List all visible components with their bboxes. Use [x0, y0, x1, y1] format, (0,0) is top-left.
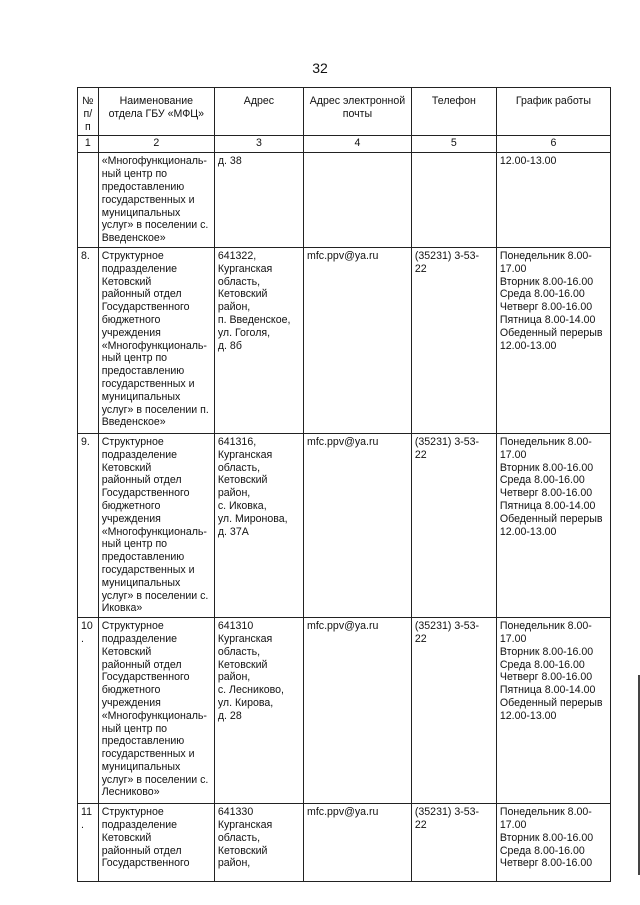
- schedule-cell: [496, 433, 610, 617]
- column-number: 1: [78, 136, 99, 153]
- cell-line: район,: [217, 301, 251, 314]
- cell-line: учреждения: [101, 512, 161, 525]
- cell-line: д. 8б: [217, 339, 242, 352]
- header-email: Адрес электронной почты: [304, 88, 412, 136]
- row-number-cell: 9.: [78, 433, 99, 617]
- cell-line: Пятница 8.00-14.00: [499, 499, 596, 512]
- department-name-cell: [98, 153, 214, 248]
- cell-line: район,: [217, 487, 251, 500]
- cell-line: государственных и: [101, 377, 195, 390]
- column-number: 4: [304, 136, 412, 153]
- cell-line: Вторник 8.00-16.00: [499, 275, 594, 288]
- cell-line: район,: [217, 857, 251, 870]
- cell-line: Курганская: [217, 632, 273, 645]
- cell-line: Кетовский: [217, 658, 268, 671]
- cell-line: «Многофункциональ-: [101, 155, 207, 168]
- cell-line: Среда 8.00-16.00: [499, 288, 585, 301]
- cell-line: д. 37А: [217, 525, 249, 538]
- address-cell: [214, 153, 303, 248]
- cell-line: ный центр по: [101, 352, 168, 365]
- phone-cell: [411, 804, 496, 882]
- cell-line: Кетовский: [217, 844, 268, 857]
- cell-line: Курганская: [217, 818, 273, 831]
- address-cell: [214, 433, 303, 617]
- row-number-cell: [78, 153, 99, 248]
- cell-line: область,: [217, 275, 261, 288]
- cell-line: 17.00: [499, 448, 527, 461]
- cell-line: область,: [217, 831, 261, 844]
- phone-cell: [411, 247, 496, 433]
- cell-line: услуг» в поселении с.: [101, 219, 209, 232]
- cell-line: Четверг 8.00-16.00: [499, 671, 593, 684]
- department-name-cell: [98, 433, 214, 617]
- cell-line: Кетовский: [101, 645, 152, 658]
- header-phone: Телефон: [411, 88, 496, 136]
- column-number: 5: [411, 136, 496, 153]
- cell-line: Введенское»: [101, 232, 166, 245]
- cell-line: 22: [414, 632, 427, 645]
- cell-line: 12.00-13.00: [499, 709, 557, 722]
- page-number: 32: [312, 60, 328, 76]
- cell-line: муниципальных: [101, 576, 181, 589]
- cell-line: 17.00: [499, 818, 527, 831]
- cell-line: 641330: [217, 806, 254, 819]
- cell-line: ул. Кирова,: [217, 696, 274, 709]
- cell-line: бюджетного: [101, 684, 161, 697]
- cell-line: муниципальных: [101, 760, 181, 773]
- cell-line: Понедельник 8.00-: [499, 249, 592, 262]
- header-row: [78, 88, 611, 136]
- cell-line: подразделение: [101, 262, 178, 275]
- cell-line: ный центр по: [101, 722, 168, 735]
- cell-line: Государственного: [101, 671, 190, 684]
- department-name-cell: [98, 618, 214, 804]
- cell-line: «Многофункциональ-: [101, 709, 207, 722]
- cell-line: районный отдел: [101, 844, 182, 857]
- cell-line: Четверг 8.00-16.00: [499, 857, 593, 870]
- cell-line: 17.00: [499, 262, 527, 275]
- cell-line: предоставлению: [101, 365, 185, 378]
- cell-line: область,: [217, 461, 261, 474]
- cell-line: Среда 8.00-16.00: [499, 844, 585, 857]
- schedule-cell: [496, 804, 610, 882]
- cell-line: район,: [217, 671, 251, 684]
- cell-line: 22: [414, 448, 427, 461]
- cell-line: учреждения: [101, 326, 161, 339]
- table-row: [78, 247, 611, 433]
- cell-line: бюджетного: [101, 499, 161, 512]
- cell-line: Четверг 8.00-16.00: [499, 301, 593, 314]
- cell-line: с. Иковка,: [217, 499, 267, 512]
- cell-line: Вторник 8.00-16.00: [499, 645, 594, 658]
- cell-line: Обеденный перерыв: [499, 326, 603, 339]
- department-name-cell: [98, 247, 214, 433]
- phone-cell: [411, 153, 496, 248]
- cell-line: 17.00: [499, 632, 527, 645]
- cell-line: муниципальных: [101, 206, 181, 219]
- cell-line: государственных и: [101, 748, 195, 761]
- phone-cell: [411, 618, 496, 804]
- cell-line: учреждения: [101, 696, 161, 709]
- email-cell: mfc.ppv@ya.ru: [304, 618, 412, 804]
- column-number-row: [78, 136, 611, 153]
- cell-line: Вторник 8.00-16.00: [499, 461, 594, 474]
- row-number-cell: 10.: [78, 618, 99, 804]
- cell-line: Государственного: [101, 301, 190, 314]
- cell-line: услуг» в поселении с.: [101, 589, 209, 602]
- cell-line: ный центр по: [101, 538, 168, 551]
- cell-line: Курганская: [217, 262, 273, 275]
- header-department-name: Наименование отдела ГБУ «МФЦ»: [98, 88, 214, 136]
- row-number-cell: 11.: [78, 804, 99, 882]
- cell-line: 12.00-13.00: [499, 525, 557, 538]
- cell-line: услуг» в поселении п.: [101, 403, 209, 416]
- cell-line: (35231) 3-53-: [414, 435, 480, 448]
- cell-line: государственных и: [101, 193, 195, 206]
- cell-line: ный центр по: [101, 168, 168, 181]
- cell-line: Введенское»: [101, 416, 166, 429]
- header-schedule: График работы: [496, 88, 610, 136]
- cell-line: Структурное: [101, 435, 164, 448]
- cell-line: 641310: [217, 620, 254, 633]
- column-number: 3: [214, 136, 303, 153]
- cell-line: районный отдел: [101, 288, 182, 301]
- cell-line: (35231) 3-53-: [414, 806, 480, 819]
- schedule-cell: [496, 153, 610, 248]
- address-cell: [214, 618, 303, 804]
- cell-line: Кетовский: [217, 288, 268, 301]
- cell-line: 641322,: [217, 249, 257, 262]
- cell-line: Лесниково»: [101, 786, 160, 799]
- cell-line: Пятница 8.00-14.00: [499, 313, 596, 326]
- cell-line: государственных и: [101, 563, 195, 576]
- header-number: № п/п: [78, 88, 99, 136]
- cell-line: «Многофункциональ-: [101, 525, 207, 538]
- cell-line: 12.00-13.00: [499, 155, 557, 168]
- cell-line: услуг» в поселении с.: [101, 773, 209, 786]
- cell-line: Курганская: [217, 448, 273, 461]
- cell-line: п. Введенское,: [217, 313, 291, 326]
- address-cell: [214, 804, 303, 882]
- cell-line: Структурное: [101, 620, 164, 633]
- cell-line: д. 38: [217, 155, 242, 168]
- cell-line: Кетовский: [217, 474, 268, 487]
- address-cell: [214, 247, 303, 433]
- phone-cell: [411, 433, 496, 617]
- cell-line: (35231) 3-53-: [414, 249, 480, 262]
- cell-line: Структурное: [101, 806, 164, 819]
- table-row: [78, 618, 611, 804]
- cell-line: ул. Миронова,: [217, 512, 288, 525]
- cell-line: область,: [217, 645, 261, 658]
- cell-line: Кетовский: [101, 831, 152, 844]
- cell-line: бюджетного: [101, 313, 161, 326]
- schedule-cell: [496, 247, 610, 433]
- cell-line: Вторник 8.00-16.00: [499, 831, 594, 844]
- email-cell: mfc.ppv@ya.ru: [304, 247, 412, 433]
- cell-line: районный отдел: [101, 658, 182, 671]
- cell-line: подразделение: [101, 818, 178, 831]
- cell-line: Структурное: [101, 249, 164, 262]
- cell-line: Понедельник 8.00-: [499, 806, 592, 819]
- cell-line: 22: [414, 818, 427, 831]
- cell-line: районный отдел: [101, 474, 182, 487]
- cell-line: муниципальных: [101, 390, 181, 403]
- table-row-continued: [78, 153, 611, 248]
- cell-line: ул. Гоголя,: [217, 326, 271, 339]
- cell-line: Государственного: [101, 487, 190, 500]
- cell-line: Кетовский: [101, 275, 152, 288]
- header-address: Адрес: [214, 88, 303, 136]
- cell-line: Обеденный перерыв: [499, 512, 603, 525]
- cell-line: Четверг 8.00-16.00: [499, 487, 593, 500]
- email-cell: mfc.ppv@ya.ru: [304, 433, 412, 617]
- department-name-cell: [98, 804, 214, 882]
- cell-line: предоставлению: [101, 735, 185, 748]
- cell-line: Понедельник 8.00-: [499, 620, 592, 633]
- email-cell: mfc.ppv@ya.ru: [304, 804, 412, 882]
- cell-line: Среда 8.00-16.00: [499, 474, 585, 487]
- cell-line: «Многофункциональ-: [101, 339, 207, 352]
- table-row-cut-off: [78, 804, 611, 882]
- cell-line: Обеденный перерыв: [499, 696, 603, 709]
- schedule-cell: [496, 618, 610, 804]
- cell-line: Кетовский: [101, 461, 152, 474]
- cell-line: д. 28: [217, 709, 242, 722]
- cell-line: (35231) 3-53-: [414, 620, 480, 633]
- cell-line: предоставлению: [101, 180, 185, 193]
- cell-line: Государственного: [101, 857, 190, 870]
- cell-line: Иковка»: [101, 602, 143, 615]
- column-number: 2: [98, 136, 214, 153]
- cell-line: подразделение: [101, 448, 178, 461]
- cell-line: 12.00-13.00: [499, 339, 557, 352]
- column-number: 6: [496, 136, 610, 153]
- cell-line: подразделение: [101, 632, 178, 645]
- cell-line: Среда 8.00-16.00: [499, 658, 585, 671]
- email-cell: [304, 153, 412, 248]
- cell-line: с. Лесниково,: [217, 684, 284, 697]
- table-row: [78, 433, 611, 617]
- cell-line: Пятница 8.00-14.00: [499, 684, 596, 697]
- cell-line: предоставлению: [101, 551, 185, 564]
- cell-line: Понедельник 8.00-: [499, 435, 592, 448]
- mfc-departments-table: [77, 87, 611, 882]
- row-number-cell: 8.: [78, 247, 99, 433]
- cell-line: 641316,: [217, 435, 257, 448]
- cell-line: 22: [414, 262, 427, 275]
